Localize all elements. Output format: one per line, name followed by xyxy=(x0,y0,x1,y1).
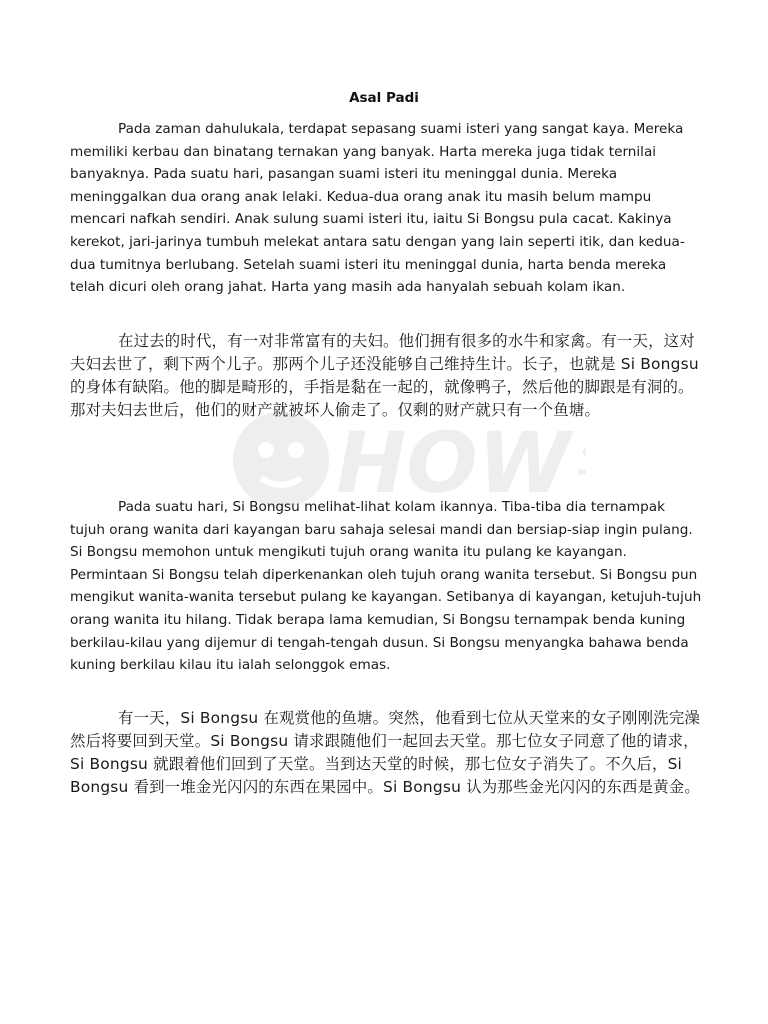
paragraph-malay-2: Pada suatu hari, Si Bongsu melihat-lihat kolam ikannya. Tiba-tiba dia ternampak tujuh orang wanita dari kayangan baru sahaja selesai mandi dan bersiap-siap ingin pulang. Si Bongsu memohon untuk mengikuti tujuh orang wanita itu pulang ke kayangan. Permintaan Si Bongsu telah diperkenankan oleh tujuh orang wanita tersebut. Si Bongsu pun mengikut wanita-wanita tersebut pulang ke kayangan. Setibanya di kayangan, ketujuh-tujuh orang wanita itu hilang. Tidak berapa lama kemudian, Si Bongsu ternampak benda kuning berkilau-kilau yang dijemur di tengah-tengah dusun. Si Bongsu menyangka bahawa benda kuning berkilau kilau itu ialah selonggok emas. xyxy=(70,499,702,674)
paragraph-chinese-1: 在过去的时代，有一对非常富有的夫妇。他们拥有很多的水牛和家禽。有一天，这对夫妇去世了，剩下两个儿子。那两个儿子还没能够自己维持生计。长子，也就是 Si Bongsu 的身体有缺陷。他的脚是畸形的，手指是黏在一起的，就像鸭子，然后他的脚跟是有洞的。那对夫妇去世后，他们的财产就被坏人偷走了。仅剩的财产就只有一个鱼塘。 xyxy=(70,332,699,419)
document-title: Asal Padi xyxy=(349,90,419,106)
paragraph-chinese-2: 有一天，Si Bongsu 在观赏他的鱼塘。突然，他看到七位从天堂来的女子刚刚洗完澡然后将要回到天堂。Si Bongsu 请求跟随他们一起回去天堂。那七位女子同意了他的请求，Si Bongsu 就跟着他们回到了天堂。当到达天堂的时候，那七位女子消失了。不久后，Si Bongsu 看到一堆金光闪闪的东西在果园中。Si Bongsu 认为那些金光闪闪的东西是黄金。 xyxy=(70,709,701,796)
watermark-mascot-head-icon xyxy=(233,412,329,508)
paragraph-malay-1: Pada zaman dahulukala, terdapat sepasang suami isteri yang sangat kaya. Mereka memiliki kerbau dan binatang ternakan yang banyak. Harta mereka juga tidak ternilai banyaknya. Pada suatu hari, pasangan suami isteri itu meninggal dunia. Mereka meninggalkan dua orang anak lelaki. Kedua-dua orang anak itu masih belum mampu mencari nafkah sendiri. Anak sulung suami isteri itu, iaitu Si Bongsu pula cacat. Kakinya kerekot, jari-jarinya tumbuh melekat antara satu dengan yang lain seperti itik, dan kedua-dua tumitnya berlubang. Setelah suami isteri itu meninggal dunia, harta benda mereka telah dicuri oleh orang jahat. Harta yang masih ada hanyalah sebuah kolam ikan. xyxy=(70,121,685,296)
watermark-text: HOW xyxy=(336,414,571,512)
